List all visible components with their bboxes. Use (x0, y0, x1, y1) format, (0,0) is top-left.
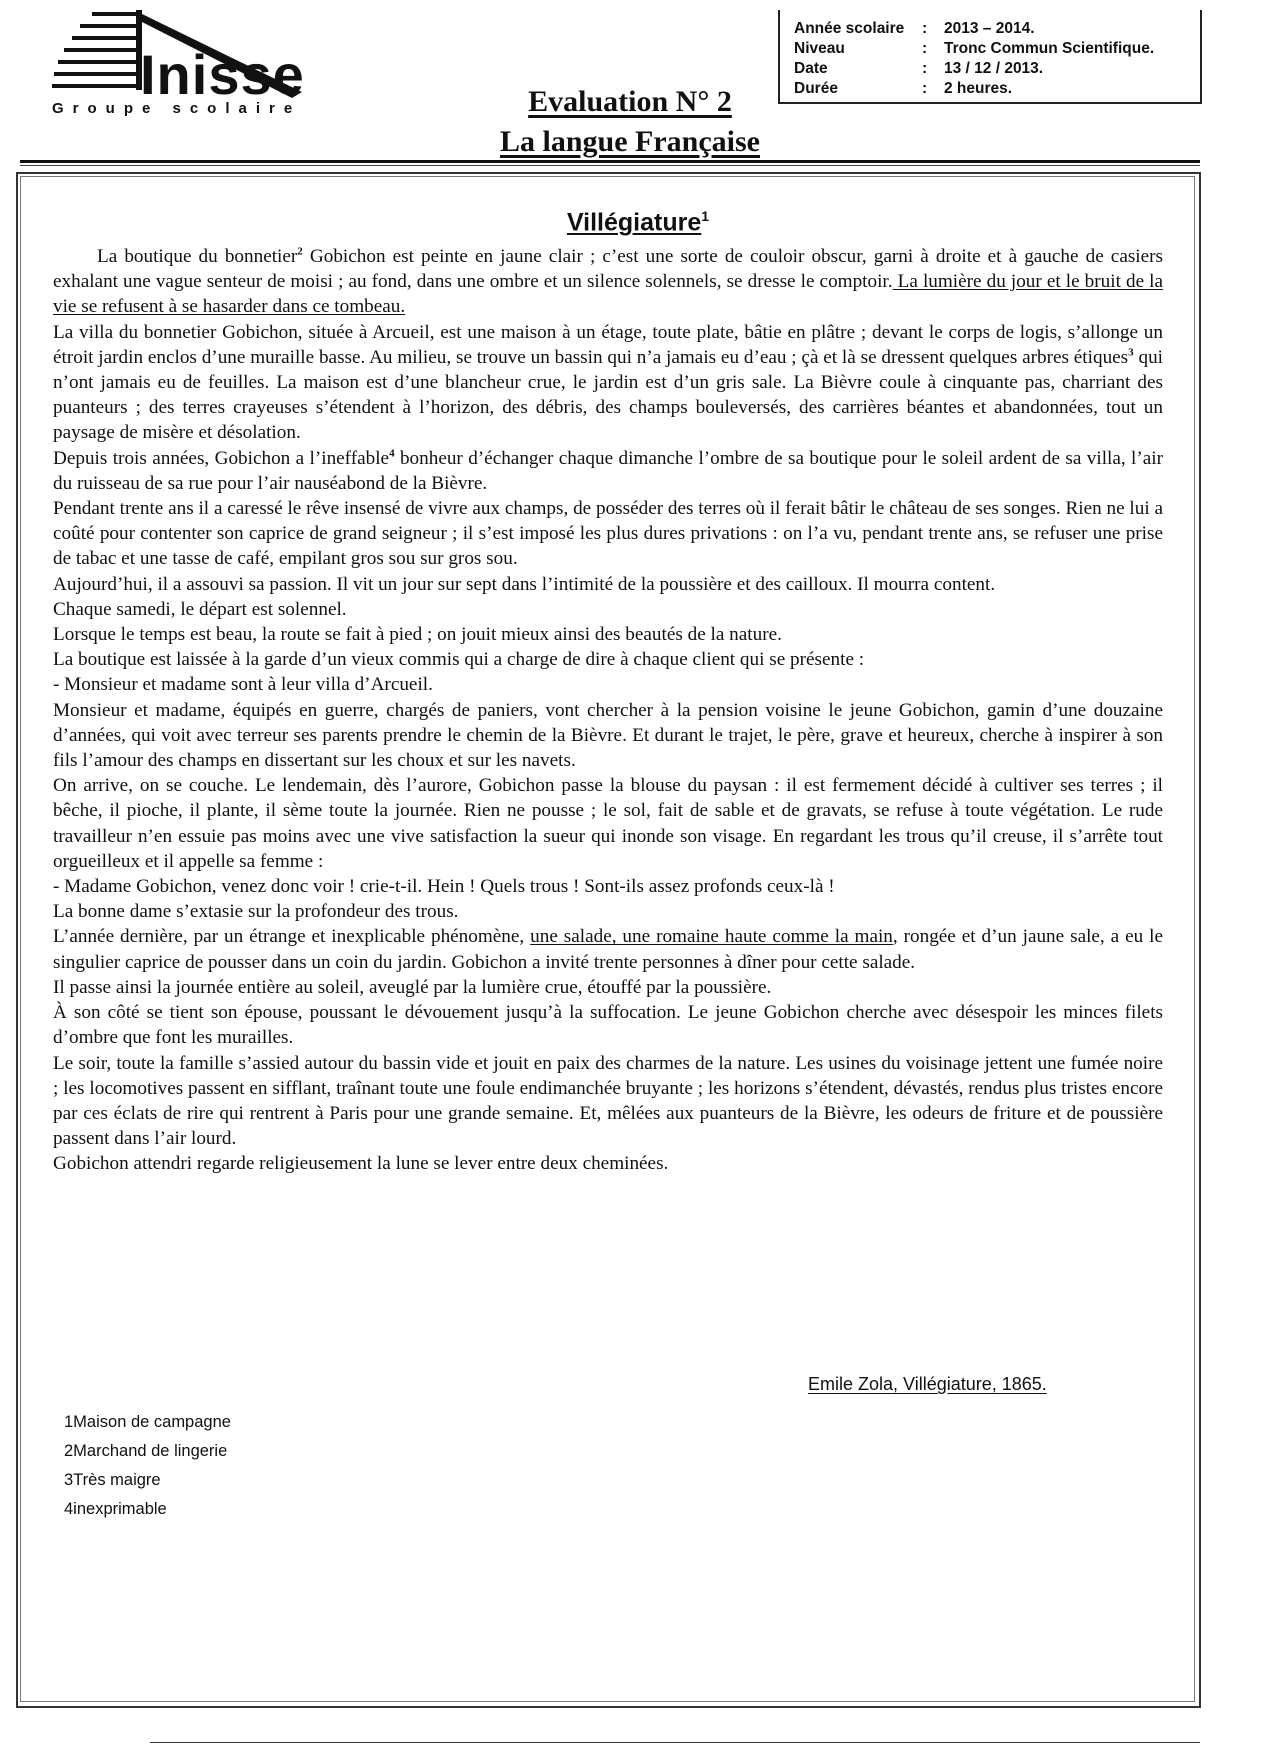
underlined-phrase: une salade, une romaine haute comme la main (530, 926, 893, 948)
info-row (794, 20, 1035, 40)
exam-title: Evaluation N° 2 (528, 85, 732, 118)
info-sep: : (922, 80, 928, 97)
info-value: 2 heures. (944, 80, 1013, 97)
exam-titles (440, 82, 820, 162)
info-value: 2013 – 2014. (944, 20, 1035, 37)
paragraph: - Madame Gobichon, venez donc voir ! crie-t-il. Hein ! Quels trous ! Sont-ils assez profonds ceux-là ! (53, 876, 835, 898)
info-sep: : (922, 20, 928, 37)
text-title (0, 208, 1276, 237)
info-row (794, 80, 1012, 100)
paragraph (53, 446, 1163, 496)
paragraph: À son côté se tient son épouse, poussant le dévouement jusqu’à la suffocation. Le jeune Gobichon cherche avec désespoir les minces filets d’ombre que font les murailles. (53, 1002, 1163, 1049)
info-sep: : (922, 60, 928, 77)
info-label: Année scolaire (794, 20, 905, 37)
paragraph: Le soir, toute la famille s’assied autour du bassin vide et jouit en paix des charmes de la nature. Les usines du voisinage jettent une fumée noire ; les locomotives passent en sifflant, traînant toute une foule endimanchée bruyante ; les horizons s’étendent, dévastés, rendus plus tristes encore par ces éclats de rire qui rentrent à Paris pour une grande semaine. Et, mêlées aux puanteurs de la Bièvre, les odeurs de friture et de poussière passent dans l’air lourd. (53, 1052, 1163, 1150)
text-run: , rongée et d’un jaune sale, a eu le singulier caprice de pousser dans un coin du jardin. Gobichon a invité trente personnes à dîner pour cette salade. (53, 926, 1163, 973)
info-row (794, 40, 1154, 60)
text-body (53, 244, 1163, 1177)
header-divider-thin (20, 165, 1200, 166)
text-run: La boutique du bonnetier (97, 246, 298, 267)
paragraph: La bonne dame s’extasie sur la profondeur des trous. (53, 901, 459, 923)
text-title-label: Villégiature (566, 208, 702, 237)
footnote-ref: 1 (701, 208, 710, 224)
footnote-ref: 4 (389, 447, 395, 460)
paragraph (53, 924, 1163, 974)
paragraph: Monsieur et madame, équipés en guerre, chargés de paniers, vont chercher à la pension voisine le jeune Gobichon, gamin d’une douzaine d’années, qui voit avec terreur ses parents prendre le chemin de la Bièvre. Et durant le trajet, le père, grave et heureux, cherche à inspirer à son fils l’amour des champs en dissertant sur les choux et sur les navets. (53, 699, 1163, 772)
text-run: qui n’ont jamais eu de feuilles. La maison est d’une blancheur crue, le jardin est d’un gris sale. La Bièvre coule à cinquante pas, charriant des puanteurs ; des terres crayeuses s’étendent à l’horizon, des débris, des champs bouleversés, des carrières béantes et abandonnées, tout un paysage de misère et désolation. (53, 346, 1163, 444)
paragraph: Pendant trente ans il a caressé le rêve insensé de vivre aux champs, de posséder des terres où il ferait bâtir le château de ses songes. Rien ne lui a coûté pour contenter son caprice de grand seigneur ; il s’est imposé les plus dures privations : on l’a vu, pendant trente ans, se refuser une prise de tabac et une tasse de café, empilant gros sou sur gros sou. (53, 498, 1163, 570)
paragraph: Il passe ainsi la journée entière au soleil, aveuglé par la lumière crue, étouffé par la poussière. (53, 976, 772, 998)
author-signature (808, 1374, 1047, 1395)
footnote-ref: 2 (297, 245, 303, 258)
author-citation: Emile Zola, Villégiature, 1865. (808, 1374, 1047, 1394)
info-row (794, 60, 1043, 80)
footer-divider (150, 1742, 1200, 1743)
footnote-item: 2Marchand de lingerie (64, 1442, 228, 1460)
info-label: Niveau (794, 40, 845, 57)
footnote-item: 1Maison de campagne (64, 1413, 231, 1431)
paragraph: Chaque samedi, le départ est solennel. (53, 598, 347, 620)
text-run: L’année dernière, par un étrange et inexplicable phénomène, (53, 926, 531, 948)
footnotes (64, 1408, 231, 1524)
header-divider (20, 160, 1200, 163)
text-run: bonheur d’échanger chaque dimanche l’ombre de sa boutique pour le soleil ardent de sa villa, l’air du ruisseau de sa rue pour l’air nauséabond de la Bièvre. (53, 447, 1163, 494)
text-run: Gobichon est peinte en jaune clair ; c’est une sorte de couloir obscur, garni à droite et à gauche de casiers exhalant une vague senteur de moisi ; au fond, dans une ombre et un silence solennels, se dresse le comptoir. (53, 246, 1164, 293)
exam-subject: La langue Française (500, 125, 760, 158)
paragraph (53, 244, 1163, 320)
footnote-item: 3Très maigre (64, 1471, 161, 1489)
paragraph: Aujourd’hui, il a assouvi sa passion. Il vit un jour sur sept dans l’intimité de la poussière et des cailloux. Il mourra content. (53, 573, 996, 595)
paragraph: Lorsque le temps est beau, la route se fait à pied ; on jouit mieux ainsi des beautés de la nature. (53, 624, 782, 646)
info-value: Tronc Commun Scientifique. (944, 40, 1155, 57)
paragraph: La boutique est laissée à la garde d’un vieux commis qui a charge de dire à chaque client qui se présente : (53, 649, 865, 671)
info-sep: : (922, 40, 928, 57)
footnote-ref: 3 (1128, 346, 1134, 359)
underlined-sentence: La lumière du jour et le bruit de la vie se refusent à se hasarder dans ce tombeau. (53, 271, 1164, 318)
paragraph: - Monsieur et madame sont à leur villa d’Arcueil. (53, 674, 433, 696)
info-label: Durée (794, 80, 838, 97)
info-label: Date (794, 60, 828, 77)
text-run: La villa du bonnetier Gobichon, située à Arcueil, est une maison à un étage, toute plate, bâtie en plâtre ; devant le corps de logis, s’allonge un étroit jardin enclos d’une muraille basse. Au milieu, se trouve un bassin qui n’a jamais eu d’eau ; çà et là se dressent quelques arbres étiques (53, 321, 1163, 368)
exam-info-box (778, 10, 1202, 104)
logo-name: Inisse (140, 43, 305, 106)
paragraph: On arrive, on se couche. Le lendemain, dès l’aurore, Gobichon passe la blouse du paysan : il est fermement décidé à cultiver ses terres ; il bêche, il pioche, il plante, il sème toute la journée. Rien ne pousse ; le sol, fait de sable et de gravats, se refuse à toute végétation. Le rude travailleur n’en essuie pas moins avec une vive satisfaction la sueur qui inonde son visage. En regardant les trous qu’il creuse, il s’arrête tout orgueilleux et il appelle sa femme : (53, 775, 1163, 872)
footnote-item: 4inexprimable (64, 1500, 167, 1518)
school-logo (52, 8, 312, 118)
logo-group-label: Groupe scolaire (52, 100, 302, 117)
paragraph: Gobichon attendri regarde religieusement la lune se lever entre deux cheminées. (53, 1153, 669, 1175)
paragraph (53, 320, 1163, 446)
text-run: Depuis trois années, Gobichon a l’ineffable (53, 447, 390, 469)
info-value: 13 / 12 / 2013. (944, 60, 1044, 77)
